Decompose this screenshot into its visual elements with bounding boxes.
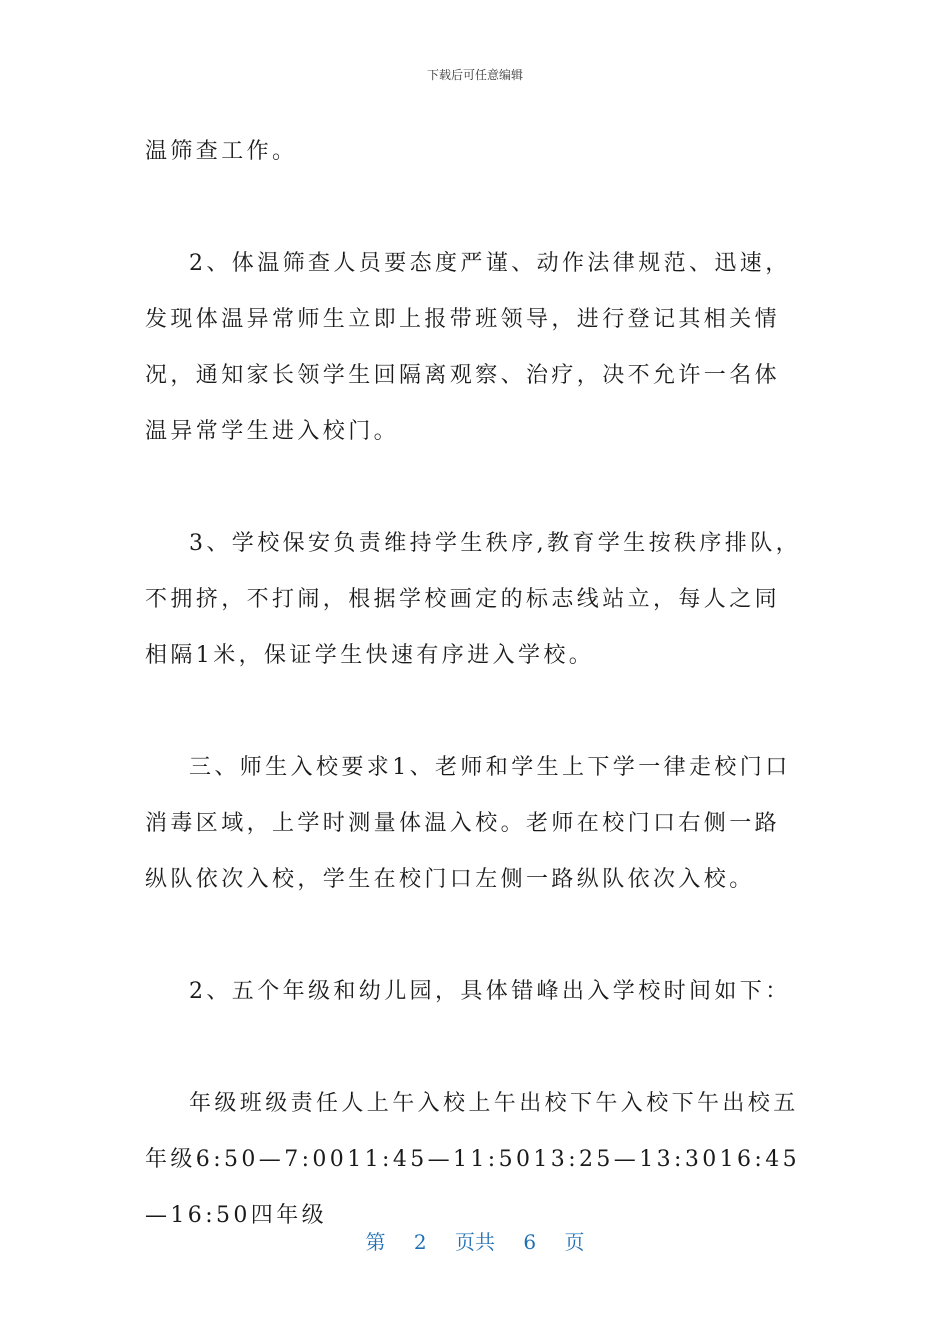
document-body	[145, 124, 805, 1244]
paragraph-staggered-schedule: 2、五个年级和幼儿园，具体错峰出入学校时间如下：	[189, 979, 791, 1004]
page-footer	[0, 1226, 950, 1255]
paragraph-entry-requirements: 三、师生入校要求1、老师和学生上下学一律走校门口消毒区域，上学时测量体温入校。老师在校门口右侧一路纵队依次入校，学生在校门口左侧一路纵队依次入校。	[145, 755, 791, 892]
page-current-number: 2	[413, 1230, 427, 1254]
page-header-note: 下载后可任意编辑	[426, 68, 523, 82]
page-suffix: 页	[564, 1230, 585, 1254]
paragraph-temperature-screening-staff: 2、体温筛查人员要态度严谨、动作法律规范、迅速，发现体温异常师生立即上报带班领导，进行登记其相关情况，通知家长领学生回隔离观察、治疗，决不允许一名体温异常学生进入校门。	[145, 251, 791, 444]
page-middle: 页共	[455, 1230, 495, 1254]
page-prefix: 第	[365, 1230, 386, 1254]
paragraph-security-order: 3、学校保安负责维持学生秩序,教育学生按秩序排队，不拥挤，不打闹，根据学校画定的标志线站立，每人之同相隔1米，保证学生快速有序进入学校。	[145, 531, 801, 668]
paragraph-continuation: 温筛查工作。	[145, 139, 298, 164]
paragraph-schedule-table-text: 年级班级责任人上午入校上午出校下午入校下午出校五年级6:50—7:0011:45—11:5013:25—13:3016:45—16:50四年级	[145, 1091, 801, 1228]
page-total-number: 6	[523, 1230, 537, 1254]
